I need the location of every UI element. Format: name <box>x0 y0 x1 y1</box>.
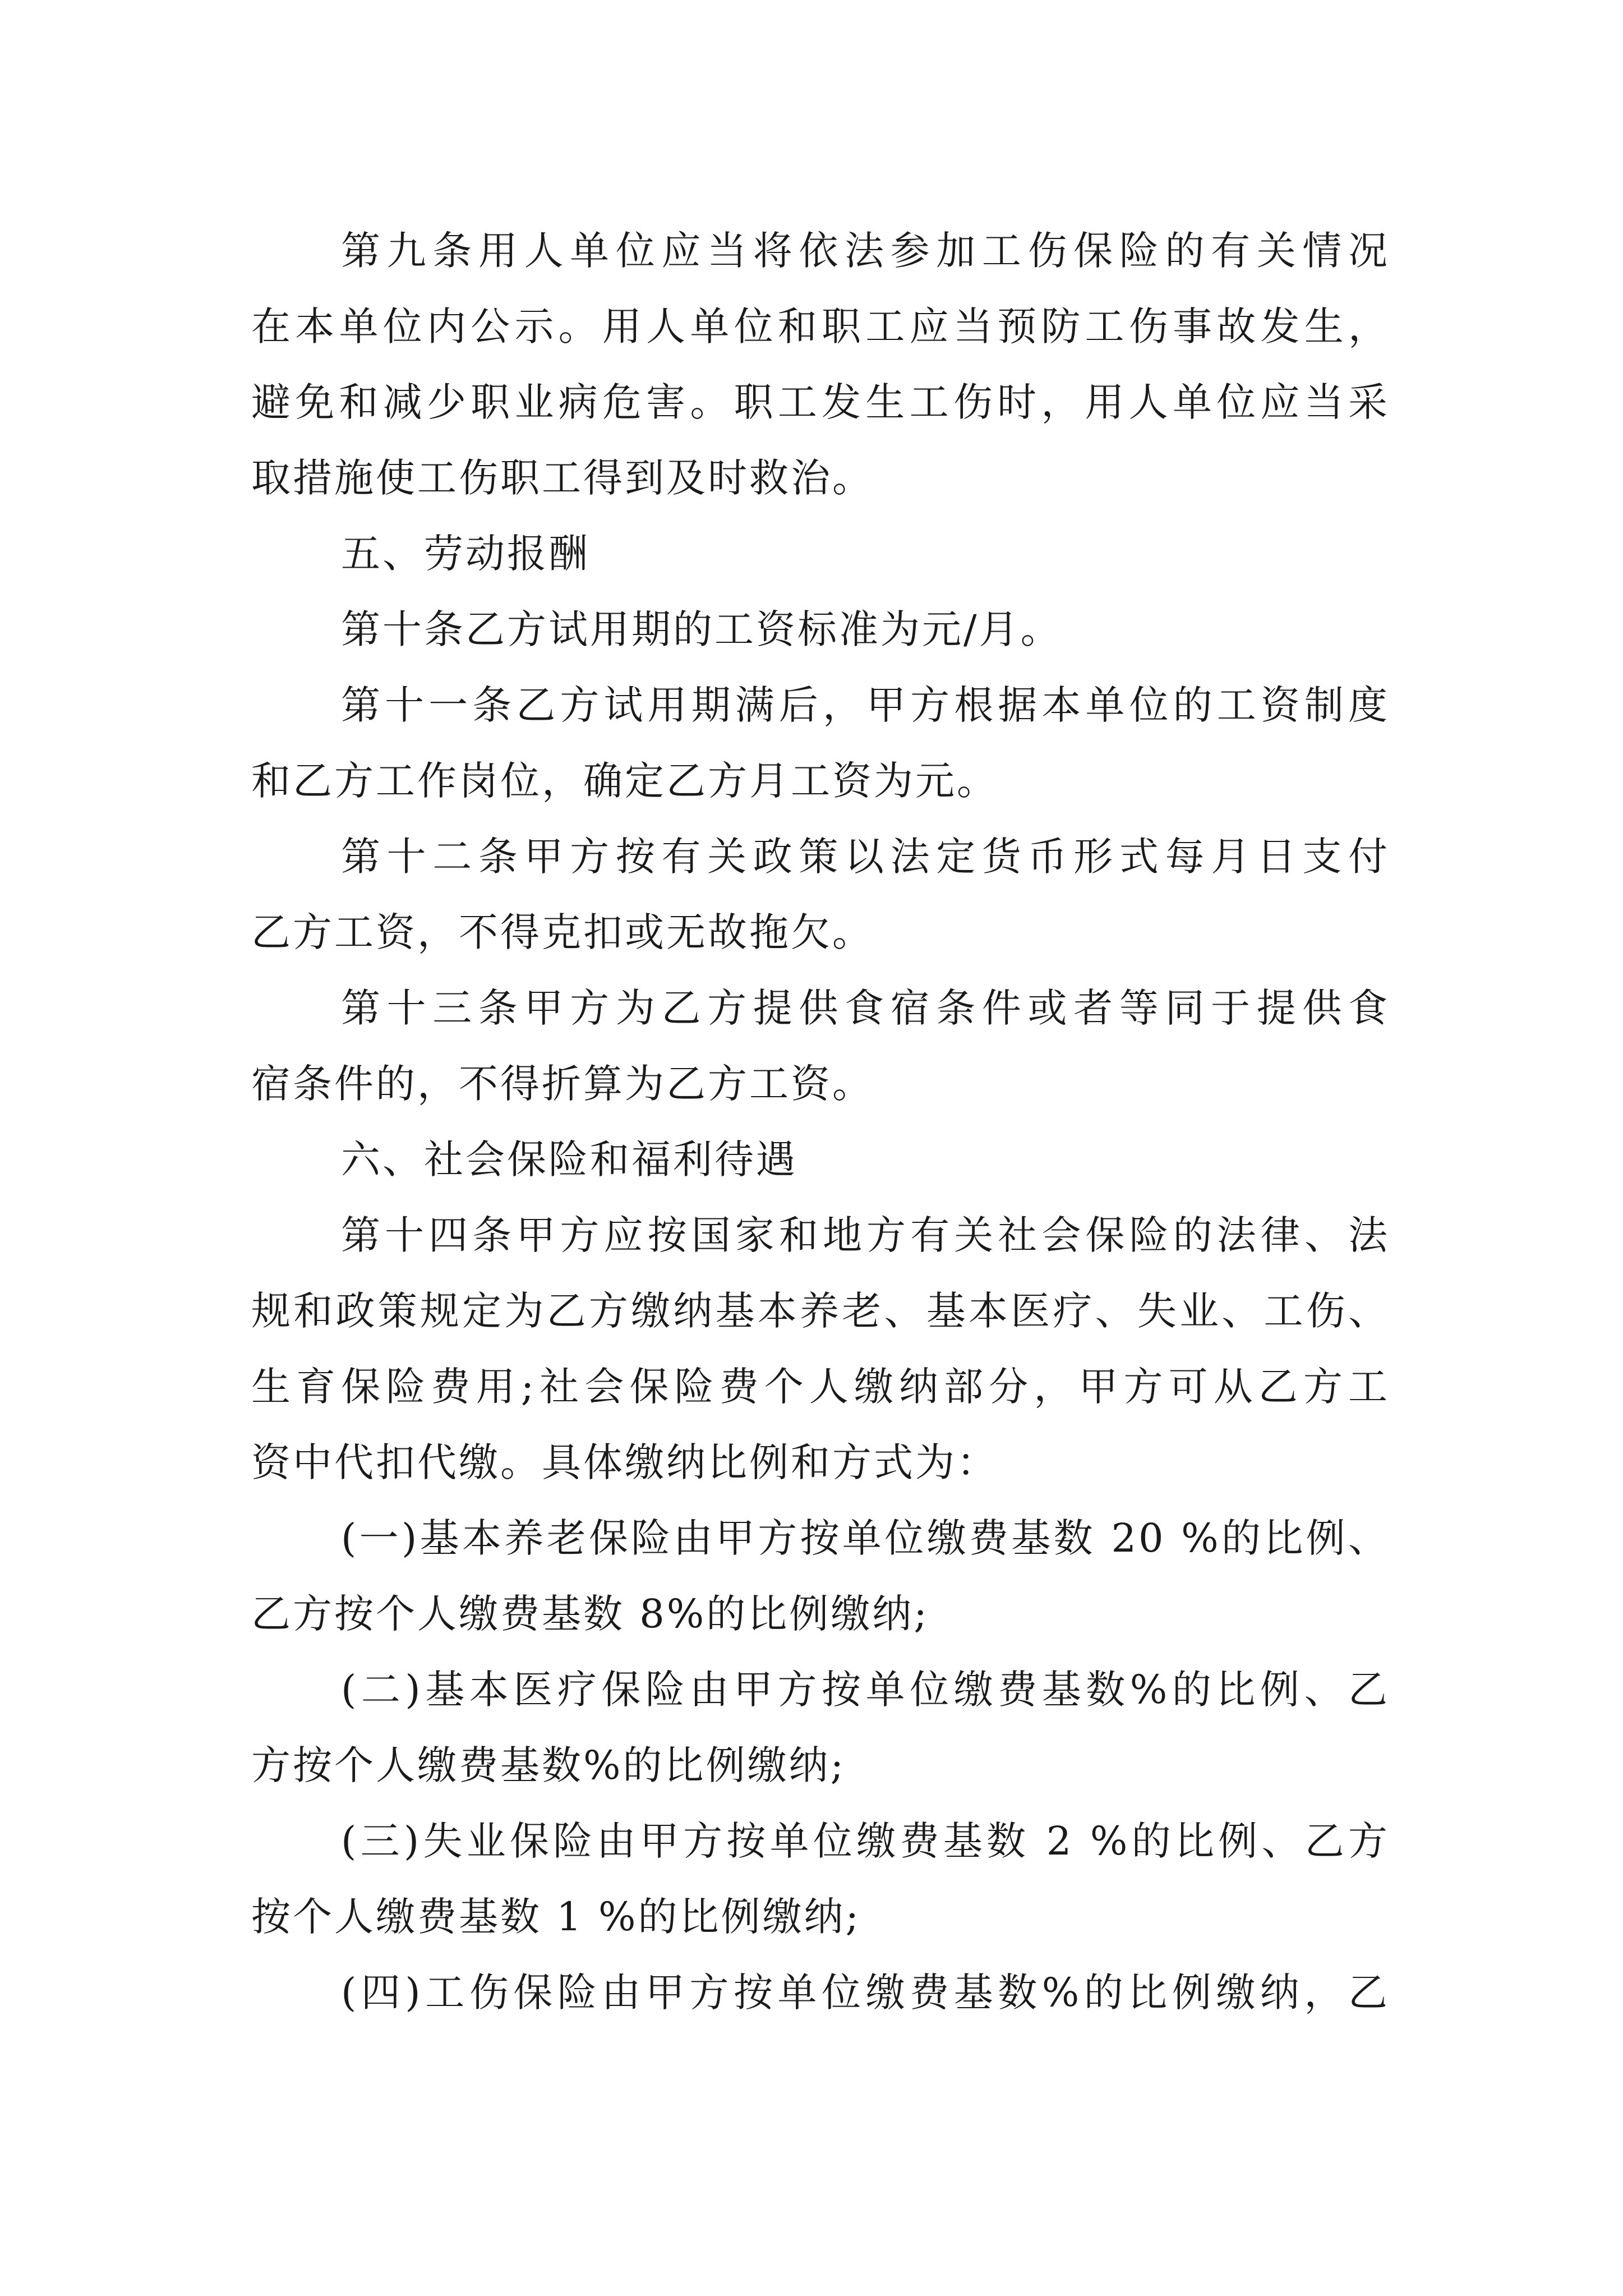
text-line: 第十三条甲方为乙方提供食宿条件或者等同于提供食 <box>341 985 1390 1031</box>
text-line: 第十一条乙方试用期满后，甲方根据本单位的工资制度 <box>341 682 1390 728</box>
text-line: 第十二条甲方按有关政策以法定货币形式每月日支付 <box>341 834 1390 880</box>
text-line: 在本单位内公示。用人单位和职工应当预防工伤事故发生， <box>251 303 1390 349</box>
text-line: 和乙方工作岗位，确定乙方月工资为元。 <box>251 758 998 804</box>
text-line: 乙方按个人缴费基数 8%的比例缴纳; <box>251 1591 929 1637</box>
section-heading: 五、劳动报酬 <box>341 531 590 577</box>
text-line: (一)基本养老保险由甲方按单位缴费基数 20 %的比例、 <box>341 1515 1390 1561</box>
text-line: (四)工伤保险由甲方按单位缴费基数%的比例缴纳，乙 <box>341 1970 1390 2016</box>
text-line: 按个人缴费基数 1 %的比例缴纳; <box>251 1894 861 1940</box>
text-line: 第十四条甲方应按国家和地方有关社会保险的法律、法 <box>341 1212 1390 1258</box>
text-line: 方按个人缴费基数%的比例缴纳; <box>251 1742 846 1788</box>
text-line: 资中代扣代缴。具体缴纳比例和方式为： <box>251 1439 998 1485</box>
document-page <box>251 213 1390 2031</box>
text-line: 第九条用人单位应当将依法参加工伤保险的有关情况 <box>341 228 1390 274</box>
text-line: (三)失业保险由甲方按单位缴费基数 2 %的比例、乙方 <box>341 1818 1390 1864</box>
text-line: 宿条件的，不得折算为乙方工资。 <box>251 1061 874 1107</box>
text-line: 生育保险费用;社会保险费个人缴纳部分，甲方可从乙方工 <box>251 1364 1390 1410</box>
text-line: 第十条乙方试用期的工资标准为元/月。 <box>341 606 1062 652</box>
text-line: 规和政策规定为乙方缴纳基本养老、基本医疗、失业、工伤、 <box>251 1288 1390 1334</box>
text-line: (二)基本医疗保险由甲方按单位缴费基数%的比例、乙 <box>341 1667 1390 1713</box>
text-line: 乙方工资，不得克扣或无故拖欠。 <box>251 909 874 955</box>
text-line: 取措施使工伤职工得到及时救治。 <box>251 455 874 501</box>
section-heading: 六、社会保险和福利待遇 <box>341 1137 797 1182</box>
text-line: 避免和减少职业病危害。职工发生工伤时，用人单位应当采 <box>251 379 1390 425</box>
